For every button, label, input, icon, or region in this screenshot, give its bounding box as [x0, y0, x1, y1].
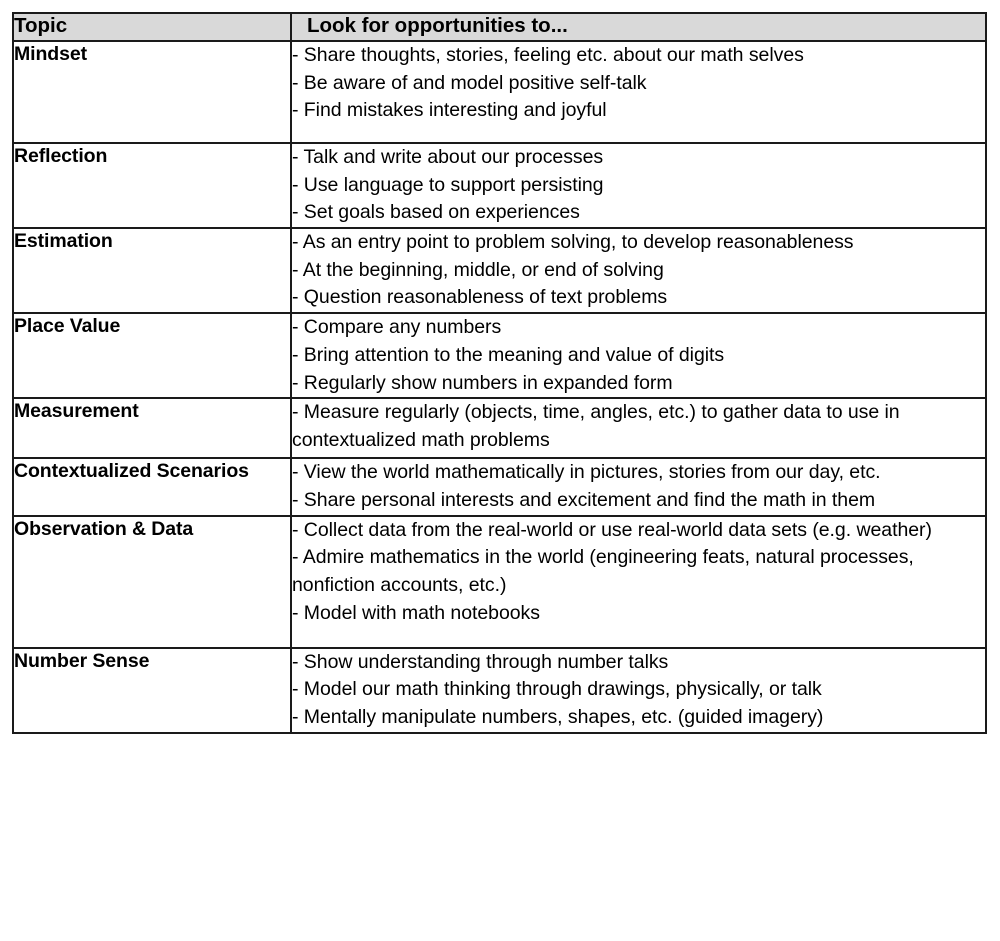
- opportunities-cell: [291, 458, 986, 515]
- topics-table: [12, 12, 987, 734]
- topic-cell: Contextualized Scenarios: [13, 458, 291, 515]
- column-header-topic: Topic: [13, 13, 291, 41]
- bullet-line: - Collect data from the real-world or use real-world data sets (e.g. weather): [292, 518, 932, 541]
- topic-cell: Observation & Data: [13, 516, 291, 648]
- bullet-line: - Be aware of and model positive self-talk: [292, 71, 647, 94]
- opportunities-cell: [291, 398, 986, 458]
- topic-cell: Measurement: [13, 398, 291, 458]
- opportunities-cell: [291, 516, 986, 648]
- topics-table-container: [12, 12, 985, 734]
- table-header: [13, 13, 986, 41]
- topic-cell: Reflection: [13, 143, 291, 228]
- bullet-line: - View the world mathematically in pictures, stories from our day, etc.: [292, 461, 881, 484]
- bullet-line: - Compare any numbers: [292, 316, 502, 339]
- bullet-line: - Find mistakes interesting and joyful: [292, 99, 607, 122]
- topic-cell: Place Value: [13, 313, 291, 398]
- bullet-line: - Share personal interests and excitement and find the math in them: [292, 488, 876, 511]
- table-row: [13, 143, 986, 228]
- bullet-line: - Set goals based on experiences: [292, 201, 580, 224]
- bullet-line: - Model with math notebooks: [292, 601, 540, 624]
- bullet-line: - Question reasonableness of text problems: [292, 286, 668, 309]
- bullet-line: - Talk and write about our processes: [292, 146, 604, 168]
- bullet-line: - Model our math thinking through drawings, physically, or talk: [292, 678, 822, 701]
- bullet-line: - Show understanding through number talks: [292, 650, 669, 673]
- bullet-line: - Admire mathematics in the world (engineering feats, natural processes, nonfiction accounts, etc.): [292, 546, 914, 596]
- table-row: [13, 648, 986, 733]
- bullet-line: - Share thoughts, stories, feeling etc. about our math selves: [292, 44, 804, 66]
- bullet-line: - Use language to support persisting: [292, 173, 604, 196]
- column-header-opportunities: Look for opportunities to...: [291, 13, 986, 41]
- opportunities-cell: [291, 313, 986, 398]
- bullet-line: - Measure regularly (objects, time, angles, etc.) to gather data to use in contextualized math problems: [292, 401, 900, 451]
- bullet-line: - Mentally manipulate numbers, shapes, etc. (guided imagery): [292, 705, 824, 728]
- table-row: [13, 41, 986, 143]
- bullet-line: - Regularly show numbers in expanded form: [292, 371, 673, 394]
- table-row: [13, 458, 986, 515]
- bullet-line: - At the beginning, middle, or end of solving: [292, 258, 664, 281]
- header-row: [13, 13, 986, 41]
- bullet-line: - As an entry point to problem solving, to develop reasonableness: [292, 231, 854, 254]
- topic-cell: Mindset: [13, 41, 291, 143]
- opportunities-cell: [291, 648, 986, 733]
- table-row: [13, 398, 986, 458]
- opportunities-cell: [291, 41, 986, 143]
- opportunities-cell: [291, 228, 986, 313]
- table-row: [13, 228, 986, 313]
- topic-cell: Estimation: [13, 228, 291, 313]
- opportunities-cell: [291, 143, 986, 228]
- table-body: [13, 41, 986, 733]
- table-row: [13, 313, 986, 398]
- table-row: [13, 516, 986, 648]
- topic-cell: Number Sense: [13, 648, 291, 733]
- bullet-line: - Bring attention to the meaning and value of digits: [292, 343, 725, 366]
